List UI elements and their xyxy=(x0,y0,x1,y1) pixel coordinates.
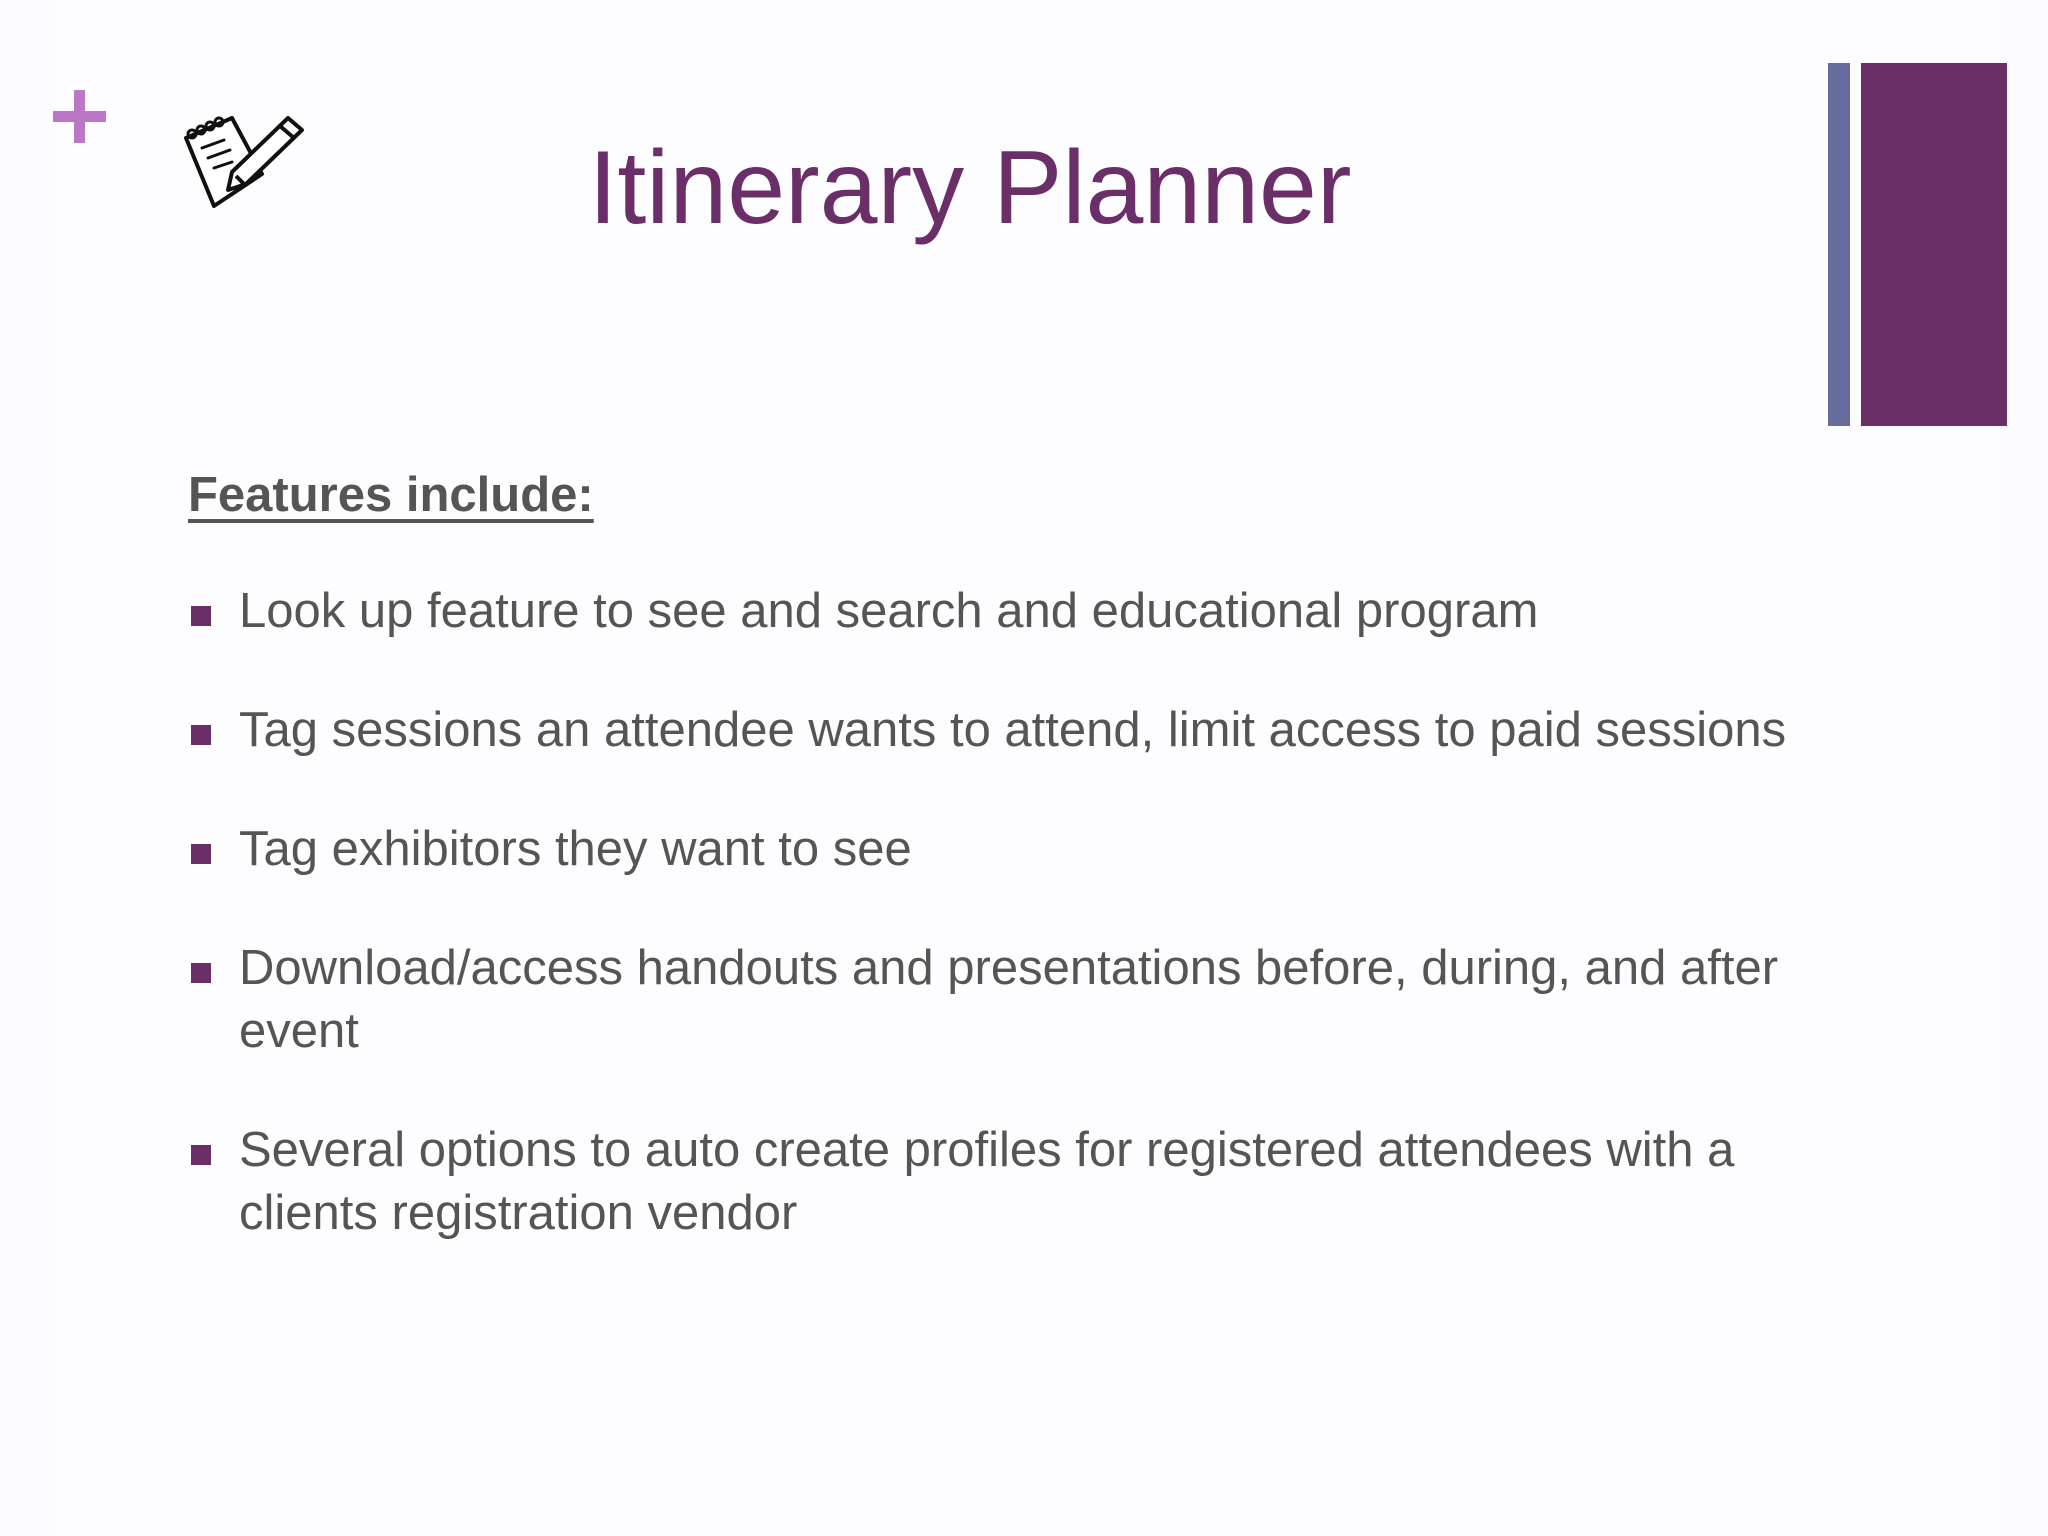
square-bullet-icon xyxy=(191,606,211,626)
list-item-text: Tag exhibitors they want to see xyxy=(239,822,912,876)
accent-bar-thin xyxy=(1828,63,1850,426)
accent-bar-wide xyxy=(1861,63,2007,426)
square-bullet-icon xyxy=(191,1145,211,1165)
list-item xyxy=(188,937,1808,1063)
list-item xyxy=(188,580,1808,643)
list-item xyxy=(188,699,1808,762)
feature-list xyxy=(188,580,1808,1301)
list-item-text: Tag sessions an attendee wants to attend, limit access to paid sessions xyxy=(239,703,1787,757)
list-item-text: Download/access handouts and presentations before, during, and after event xyxy=(239,941,1779,1058)
list-item-text: Look up feature to see and search and educational program xyxy=(239,584,1539,638)
square-bullet-icon xyxy=(191,963,211,983)
square-bullet-icon xyxy=(191,725,211,745)
list-item-text: Several options to auto create profiles for registered attendees with a clients registration vendor xyxy=(239,1123,1735,1240)
square-bullet-icon xyxy=(191,844,211,864)
features-heading: Features include: xyxy=(188,468,594,522)
page-title: Itinerary Planner xyxy=(588,130,1352,246)
list-item xyxy=(188,818,1808,881)
list-item xyxy=(188,1119,1808,1245)
